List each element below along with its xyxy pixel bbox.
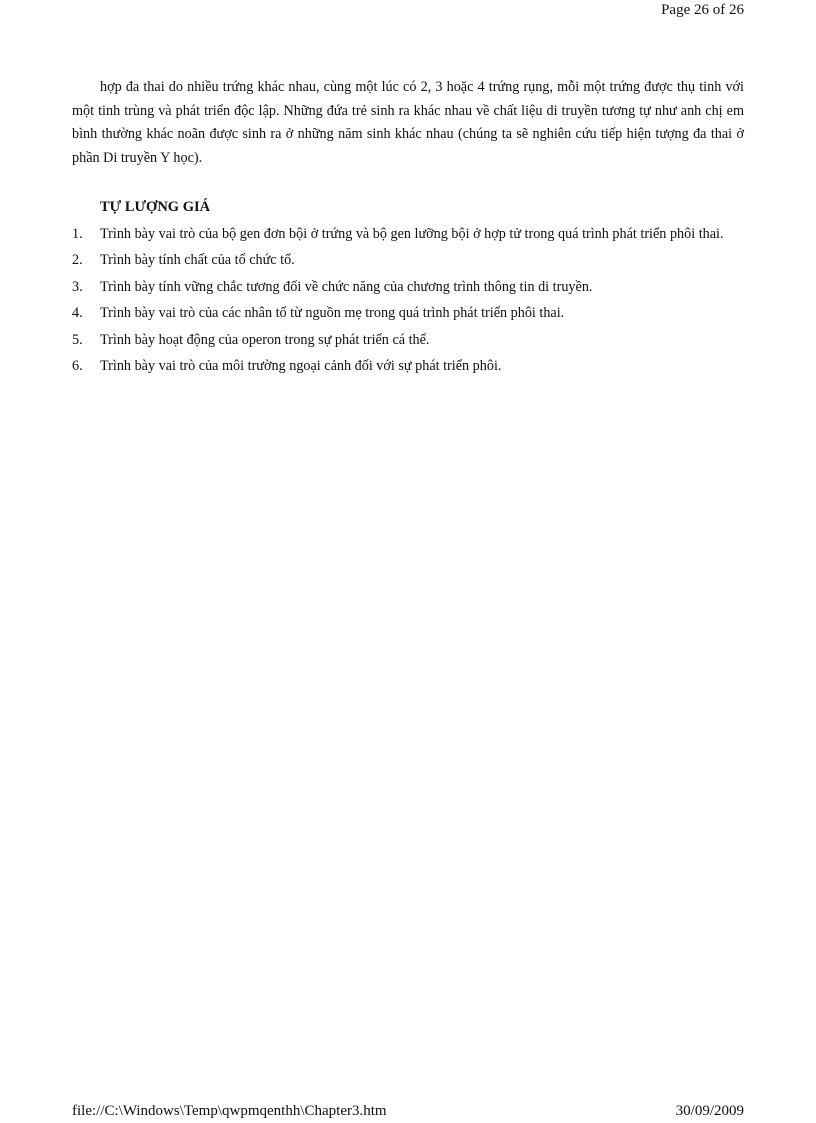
file-path: file://C:\Windows\Temp\qwpmqenthh\Chapter3.htm bbox=[72, 1103, 387, 1119]
question-text: Trình bày vai trò của bộ gen đơn bội ở trứng và bộ gen lưỡng bội ở hợp tử trong quá trình phát triển phôi thai. bbox=[100, 225, 724, 242]
body-paragraph: hợp đa thai do nhiều trứng khác nhau, cùng một lúc có 2, 3 hoặc 4 trứng rụng, mỗi một trứng được thụ tinh với một tinh trùng và phát triển độc lập. Những đứa trẻ sinh ra khác nhau về chất liệu di truyền tương tự như anh chị em bình thường khác noãn được sinh ra ở những năm sinh khác nhau (chúng ta sẽ nghiên cứu tiếp hiện tượng đa thai ở phần Di truyền Y học). bbox=[72, 79, 744, 166]
question-text: Trình bày vai trò của các nhân tố từ nguồn mẹ trong quá trình phát triển phôi thai. bbox=[100, 305, 565, 321]
question-number: 1. bbox=[72, 225, 83, 242]
question-text: Trình bày vai trò của môi trường ngoại cảnh đối với sự phát triển phôi. bbox=[100, 358, 502, 374]
question-text: Trình bày tính chất của tổ chức tố. bbox=[100, 252, 295, 268]
document-body bbox=[72, 76, 744, 382]
question-number: 3. bbox=[72, 278, 83, 295]
page-footer bbox=[72, 1103, 744, 1120]
question-item bbox=[72, 355, 744, 379]
question-list bbox=[72, 223, 744, 379]
question-item bbox=[72, 249, 744, 273]
question-item bbox=[72, 329, 744, 353]
question-item bbox=[72, 223, 744, 247]
section-title: TỰ LƯỢNG GIÁ bbox=[100, 199, 211, 215]
question-text: Trình bày hoạt động của operon trong sự phát triển cá thể. bbox=[100, 331, 430, 348]
question-item bbox=[72, 276, 744, 300]
question-item bbox=[72, 302, 744, 326]
question-number: 6. bbox=[72, 358, 83, 374]
question-number: 4. bbox=[72, 305, 83, 321]
page-number: Page 26 of 26 bbox=[661, 2, 744, 18]
question-text: Trình bày tính vững chắc tương đối về chức năng của chương trình thông tin di truyền. bbox=[100, 278, 593, 295]
question-number: 5. bbox=[72, 331, 83, 348]
question-number: 2. bbox=[72, 252, 83, 268]
print-date: 30/09/2009 bbox=[675, 1103, 744, 1119]
